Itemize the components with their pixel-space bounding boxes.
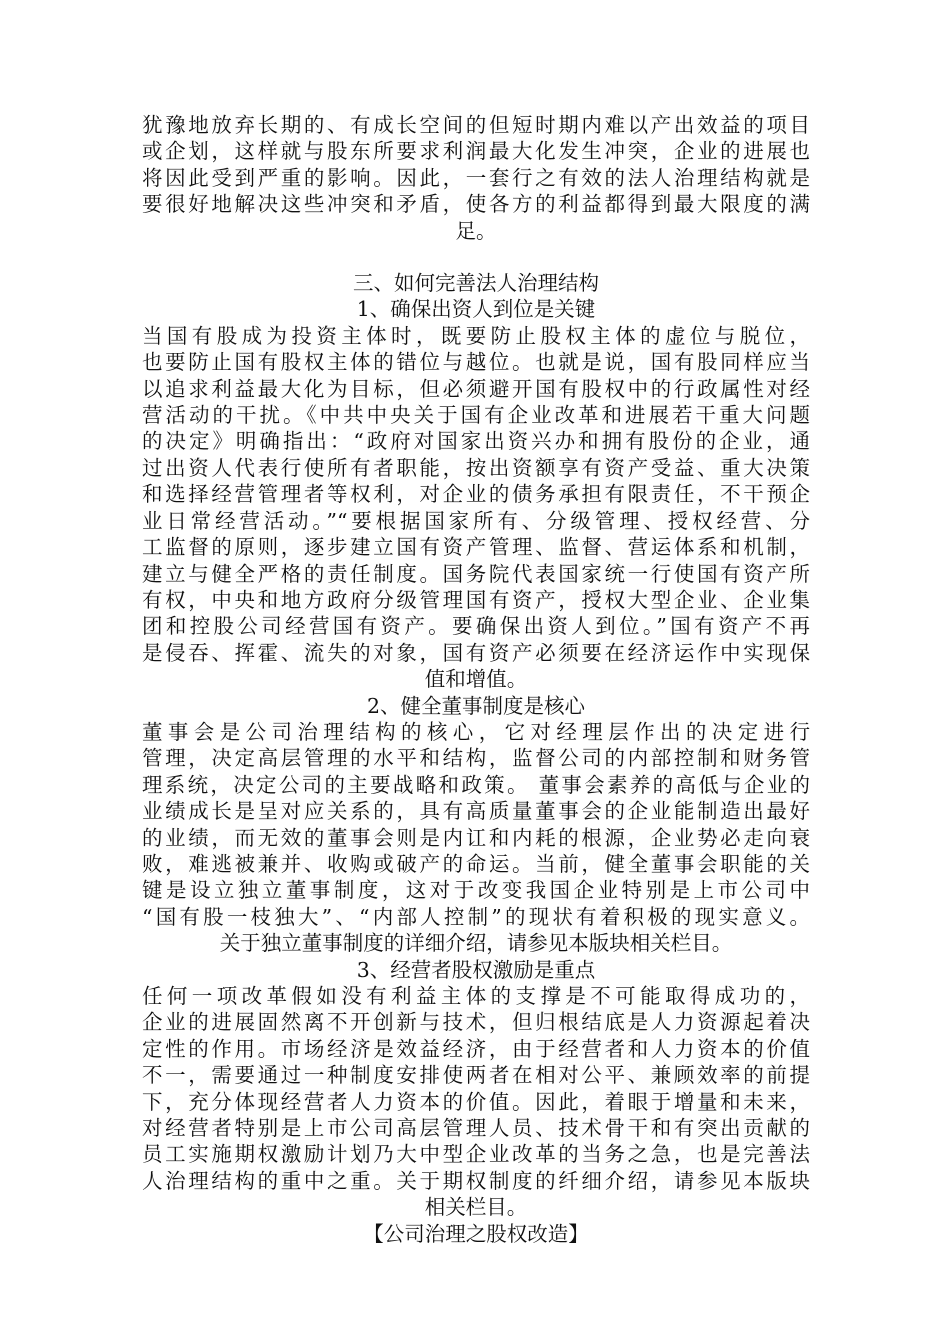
paragraph-line: 有权，中央和地方政府分级管理国有资产，授权大型企业、企业集 <box>142 587 810 612</box>
paragraph-line: 业日常经营活动。”“要根据国家所有、分级管理、授权经营、分 <box>142 508 810 533</box>
paragraph-line: 下，充分体现经营者人力资本的价值。因此，着眼于增量和未来， <box>142 1089 810 1114</box>
paragraph-line: 的决定》明确指出：“政府对国家出资兴办和拥有股份的企业，通 <box>142 429 810 454</box>
paragraph-line: 是侵吞、挥霍、流失的对象，国有资产必须要在经济运作中实现保 <box>142 640 810 665</box>
section-heading <box>142 1221 810 1247</box>
paragraph-line: 不一，需要通过一种制度安排使两者在相对公平、兼顾效率的前提 <box>142 1063 810 1088</box>
paragraph-line: 败，难逃被兼并、收购或破产的命运。当前，健全董事会职能的关 <box>142 851 810 876</box>
paragraph-line: 以追求利益最大化为目标，但必须避开国有股权中的行政属性对经 <box>142 376 810 401</box>
paragraph-line: 管理，决定高层管理的水平和结构，监督公司的内部控制和财务管 <box>142 746 810 771</box>
paragraph-line: 也要防止国有股权主体的错位与越位。也就是说，国有股同样应当 <box>142 350 810 375</box>
heading-text: 三、如何完善法人治理结构 <box>353 271 599 296</box>
paragraph-line: 将因此受到严重的影响。因此，一套行之有效的法人治理结构就是 <box>142 165 810 190</box>
paragraph-line: 值和增值。 <box>424 667 528 692</box>
paragraph-line: 理系统，决定公司的主要战略和政策。 董事会素养的高低与企业的 <box>142 772 810 797</box>
section-heading <box>142 957 810 983</box>
paragraph-line: 的业绩，而无效的董事会则是内讧和内耗的根源，企业势必走向衰 <box>142 825 810 850</box>
heading-text: 【公司治理之股权改造】 <box>363 1221 589 1246</box>
paragraph-line: 过出资人代表行使所有者职能，按出资额享有资产受益、重大决策 <box>142 455 810 480</box>
paragraph-line: 对经营者特别是上市公司高层管理人员、技术骨干和有突出贡献的 <box>142 1116 810 1141</box>
paragraph-line: 和选择经营管理者等权利，对企业的债务承担有限责任，不干预企 <box>142 482 810 507</box>
body-paragraph <box>142 112 810 244</box>
body-paragraph <box>142 323 810 693</box>
heading-text: 1、确保出资人到位是关键 <box>356 297 596 322</box>
paragraph-line: 人治理结构的重中之重。关于期权制度的纤细介绍，请参见本版块 <box>142 1168 810 1193</box>
paragraph-line: 键是设立独立董事制度，这对于改变我国企业特别是上市公司中 <box>142 878 810 903</box>
paragraph-line: 相关栏目。 <box>424 1195 528 1220</box>
paragraph-line: 要很好地解决这些冲突和矛盾，使各方的利益都得到最大限度的满 <box>142 192 810 217</box>
paragraph-line: 员工实施期权激励计划乃大中型企业改革的当务之急，也是完善法 <box>142 1142 810 1167</box>
section-heading <box>142 693 810 719</box>
paragraph-line: 任何一项改革假如没有利益主体的支撑是不可能取得成功的， <box>142 984 810 1008</box>
paragraph-line: 定性的作用。市场经济是效益经济，由于经营者和人力资本的价值 <box>142 1036 810 1061</box>
heading-text: 2、健全董事制度是核心 <box>366 693 586 718</box>
paragraph-line: 董事会是公司治理结构的核心，它对经理层作出的决定进行 <box>142 719 810 744</box>
paragraph-spacer <box>142 244 810 270</box>
paragraph-line: 建立与健全严格的责任制度。国务院代表国家统一行使国有资产所 <box>142 561 810 586</box>
heading-text: 3、经营者股权激励是重点 <box>356 957 596 982</box>
paragraph-line: 足。 <box>455 218 497 243</box>
section-heading <box>142 296 810 322</box>
paragraph-line: 当国有股成为投资主体时，既要防止股权主体的虚位与脱位， <box>142 323 810 348</box>
paragraph-line: “国有股一枝独大”、“内部人控制”的现状有着积极的现实意义。 <box>142 904 810 929</box>
paragraph-line: 营活动的干扰。《中共中央关于国有企业改革和进展若干重大问题 <box>142 403 810 428</box>
section-heading <box>142 270 810 296</box>
body-paragraph <box>142 983 810 1221</box>
paragraph-line: 或企划，这样就与股东所要求利润最大化发生冲突，企业的进展也 <box>142 139 810 164</box>
paragraph-line: 团和控股公司经营国有资产。要确保出资人到位。”国有资产不再 <box>142 614 810 639</box>
paragraph-line: 工监督的原则，逐步建立国有资产管理、监督、营运体系和机制， <box>142 535 810 560</box>
paragraph-line: 关于独立董事制度的详细介绍，请参见本版块相关栏目。 <box>219 931 733 956</box>
paragraph-line: 企业的进展固然离不开创新与技术，但归根结底是人力资源起着决 <box>142 1010 810 1035</box>
paragraph-line: 业绩成长是呈对应关系的，具有高质量董事会的企业能制造出最好 <box>142 799 810 824</box>
document-page <box>142 112 810 1247</box>
paragraph-line: 犹豫地放弃长期的、有成长空间的但短时期内难以产出效益的项目 <box>142 113 810 137</box>
body-paragraph <box>142 719 810 957</box>
